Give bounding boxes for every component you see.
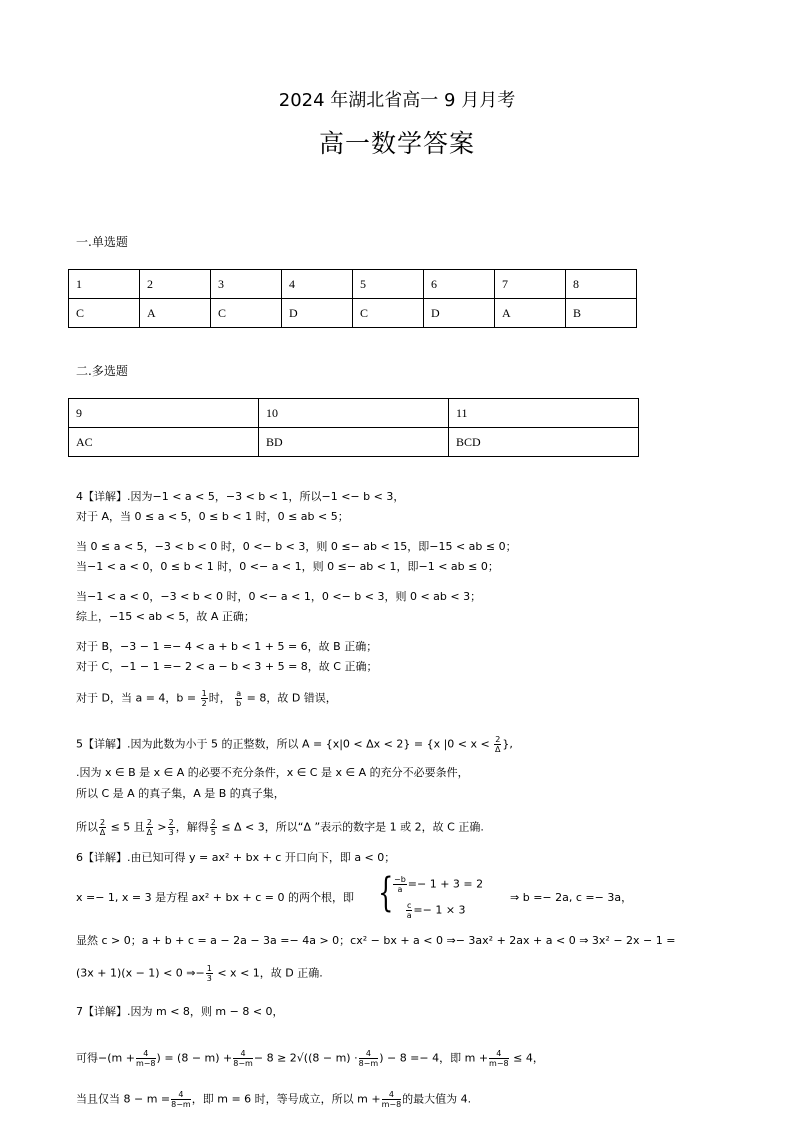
fraction-numerator: 2 (168, 818, 174, 827)
table-cell: B (566, 299, 637, 328)
table-cell: 9 (69, 399, 259, 428)
fraction-denominator: a (397, 885, 403, 894)
table-cell: 2 (140, 270, 211, 299)
solution-line (76, 818, 484, 837)
fraction (168, 818, 175, 837)
table-cell: BD (259, 428, 449, 457)
single-choice-heading: 一.单选题 (76, 235, 128, 249)
text-segment: (3x + 1)(x − 1) < 0 ⇒− (76, 966, 205, 980)
fraction-denominator: m−8 (381, 1100, 402, 1109)
text-segment: − 8 ≥ 2√((8 − m) · (253, 1051, 358, 1065)
table-cell: 1 (69, 270, 140, 299)
table-cell: 3 (211, 270, 282, 299)
fraction-denominator: 3 (206, 974, 212, 983)
system-equation-2 (405, 901, 466, 920)
fraction (235, 689, 242, 708)
solution-line: 当−1 < a < 0，−3 < b < 0 时，0 <− a < 1，0 <− b < 3，则 0 < ab < 3； (76, 590, 482, 603)
solution-line: 当−1 < a < 0，0 ≤ b < 1 时，0 <− a < 1，则 0 ≤− ab < 1，即−1 < ab ≤ 0； (76, 560, 499, 573)
table-cell: A (495, 299, 566, 328)
fraction-denominator: m−8 (489, 1059, 509, 1068)
solution-line (76, 689, 337, 708)
text-segment: ≤ Δ < 3，所以“Δ ”表示的数字是 1 或 2，故 C 正确. (221, 820, 484, 834)
table-cell: BCD (449, 428, 639, 457)
text-segment: ≤ 5 且 (110, 820, 145, 834)
fraction-denominator: 8−m (171, 1100, 191, 1109)
fraction (494, 735, 501, 754)
fraction (393, 875, 407, 894)
solution-line: 综上，−15 < ab < 5，故 A 正确； (76, 610, 255, 623)
solution-line: .因为 x ∈ B 是 x ∈ A 的必要不充分条件，x ∈ C 是 x ∈ A 的充分不必要条件， (76, 766, 469, 779)
fraction (406, 901, 412, 920)
solution-line (76, 1090, 471, 1109)
text-segment: 5【详解】.因为此数为小于 5 的正整数，所以 A = {x|0 < Δx < 2} = {x |0 < x < (76, 737, 490, 751)
fraction-numerator: 1 (201, 689, 207, 698)
fraction (201, 689, 208, 708)
table-cell: A (140, 299, 211, 328)
solution-line: 4【详解】.因为−1 < a < 5，−3 < b < 1，所以−1 <− b < 3， (76, 490, 405, 503)
solution-line: 对于 C，−1 − 1 =− 2 < a − b < 3 + 5 = 8，故 C 正确； (76, 660, 378, 673)
text-segment: ) = (8 − m) + (156, 1051, 233, 1065)
solution-line: 所以 C 是 A 的真子集，A 是 B 的真子集， (76, 787, 285, 800)
fraction (136, 1049, 156, 1068)
text-segment: =− 1 × 3 (413, 903, 466, 917)
fraction-numerator: 4 (489, 1049, 509, 1059)
fraction-numerator: 4 (136, 1049, 156, 1059)
system-equation-1 (392, 875, 483, 894)
fraction-denominator: 5 (210, 828, 216, 837)
text-segment: 当且仅当 8 − m = (76, 1092, 171, 1106)
fraction (171, 1090, 191, 1109)
solution-line (76, 735, 513, 754)
text-segment: 所以 (76, 820, 98, 834)
brace-symbol: { (378, 870, 394, 916)
solution-line: 对于 B，−3 − 1 =− 4 < a + b < 1 + 5 = 6，故 B 正确； (76, 640, 378, 653)
solution-line (76, 1049, 544, 1068)
fraction-numerator: 4 (359, 1049, 379, 1059)
fraction-denominator: Δ (99, 828, 106, 837)
multi-choice-heading: 二.多选题 (76, 364, 128, 378)
text-segment: ，即 m = 6 时，等号成立，所以 m + (191, 1092, 381, 1106)
fraction-numerator: −b (394, 875, 406, 884)
fraction-denominator: 2 (201, 699, 207, 708)
fraction-numerator: c (407, 901, 412, 910)
table-cell: 8 (566, 270, 637, 299)
solution-line: 对于 A，当 0 ≤ a < 5，0 ≤ b < 1 时，0 ≤ ab < 5； (76, 510, 349, 523)
table-row (69, 428, 639, 457)
text-segment: ) − 8 =− 4，即 m + (379, 1051, 489, 1065)
fraction (146, 818, 153, 837)
text-segment: < x < 1，故 D 正确. (217, 966, 323, 980)
fraction-denominator: 3 (168, 828, 174, 837)
text-segment: ≤ 4， (513, 1051, 544, 1065)
fraction-numerator: 4 (382, 1090, 402, 1100)
text-segment: ，解得 (175, 820, 209, 834)
table-cell: 7 (495, 270, 566, 299)
fraction (210, 818, 217, 837)
page-title: 高一数学答案 (318, 129, 475, 158)
table-row (69, 299, 637, 328)
fraction-numerator: 4 (233, 1049, 253, 1059)
text-segment: 的最大值为 4. (402, 1092, 472, 1106)
single-choice-table (68, 269, 637, 328)
fraction-denominator: 8−m (358, 1059, 379, 1068)
fraction-numerator: a (236, 689, 242, 698)
fraction-denominator: Δ (146, 828, 153, 837)
text-segment: 对于 D，当 a = 4，b = (76, 691, 197, 705)
table-cell: 6 (424, 270, 495, 299)
text-segment: 可得−(m + (76, 1051, 135, 1065)
solution-line: x =− 1, x = 3 是方程 ax² + bx + c = 0 的两个根，即 (76, 891, 354, 904)
table-cell: 4 (282, 270, 353, 299)
text-segment: }, (502, 737, 513, 751)
text-segment: =− 1 + 3 = 2 (407, 877, 484, 891)
fraction-numerator: 1 (206, 964, 212, 973)
fraction (359, 1049, 379, 1068)
text-segment: = 8，故 D 错误， (246, 691, 337, 705)
fraction-numerator: 2 (146, 818, 152, 827)
fraction (99, 818, 106, 837)
fraction-denominator: 8−m (233, 1059, 253, 1068)
solution-line: 当 0 ≤ a < 5，−3 < b < 0 时，0 <− b < 3，则 0 ≤− ab < 15，即−15 < ab ≤ 0； (76, 540, 517, 553)
fraction-denominator: m−8 (135, 1059, 156, 1068)
fraction-numerator: 4 (171, 1090, 191, 1100)
fraction (233, 1049, 253, 1068)
table-cell: 10 (259, 399, 449, 428)
text-segment: > (157, 820, 167, 834)
text-segment: 时， (208, 691, 231, 705)
fraction-denominator: Δ (495, 745, 501, 754)
table-row (69, 399, 639, 428)
table-cell: 5 (353, 270, 424, 299)
multi-choice-table (68, 398, 639, 457)
fraction-numerator: 2 (210, 818, 216, 827)
solution-line: 显然 c > 0；a + b + c = a − 2a − 3a =− 4a > 0；cx² − bx + a < 0 ⇒− 3ax² + 2ax + a < 0 ⇒ 3x² − 2x − 1 = (76, 934, 676, 947)
fraction (382, 1090, 402, 1109)
fraction (206, 964, 213, 983)
fraction-numerator: 2 (100, 818, 106, 827)
solution-line: 7【详解】.因为 m < 8，则 m − 8 < 0， (76, 1005, 284, 1018)
table-cell: C (353, 299, 424, 328)
table-cell: C (69, 299, 140, 328)
table-cell: 11 (449, 399, 639, 428)
table-row (69, 270, 637, 299)
fraction (489, 1049, 509, 1068)
table-cell: D (424, 299, 495, 328)
fraction-denominator: b (236, 699, 242, 708)
table-cell: AC (69, 428, 259, 457)
fraction-numerator: 2 (495, 735, 501, 744)
solution-line (76, 964, 323, 983)
table-cell: C (211, 299, 282, 328)
table-cell: D (282, 299, 353, 328)
fraction-denominator: a (406, 911, 412, 920)
exam-title: 2024 年湖北省高一 9 月月考 (278, 90, 516, 111)
solution-line: 6【详解】.由已知可得 y = ax² + bx + c 开口向下，即 a < 0； (76, 851, 396, 864)
solution-line: ⇒ b =− 2a, c =− 3a， (510, 891, 633, 904)
